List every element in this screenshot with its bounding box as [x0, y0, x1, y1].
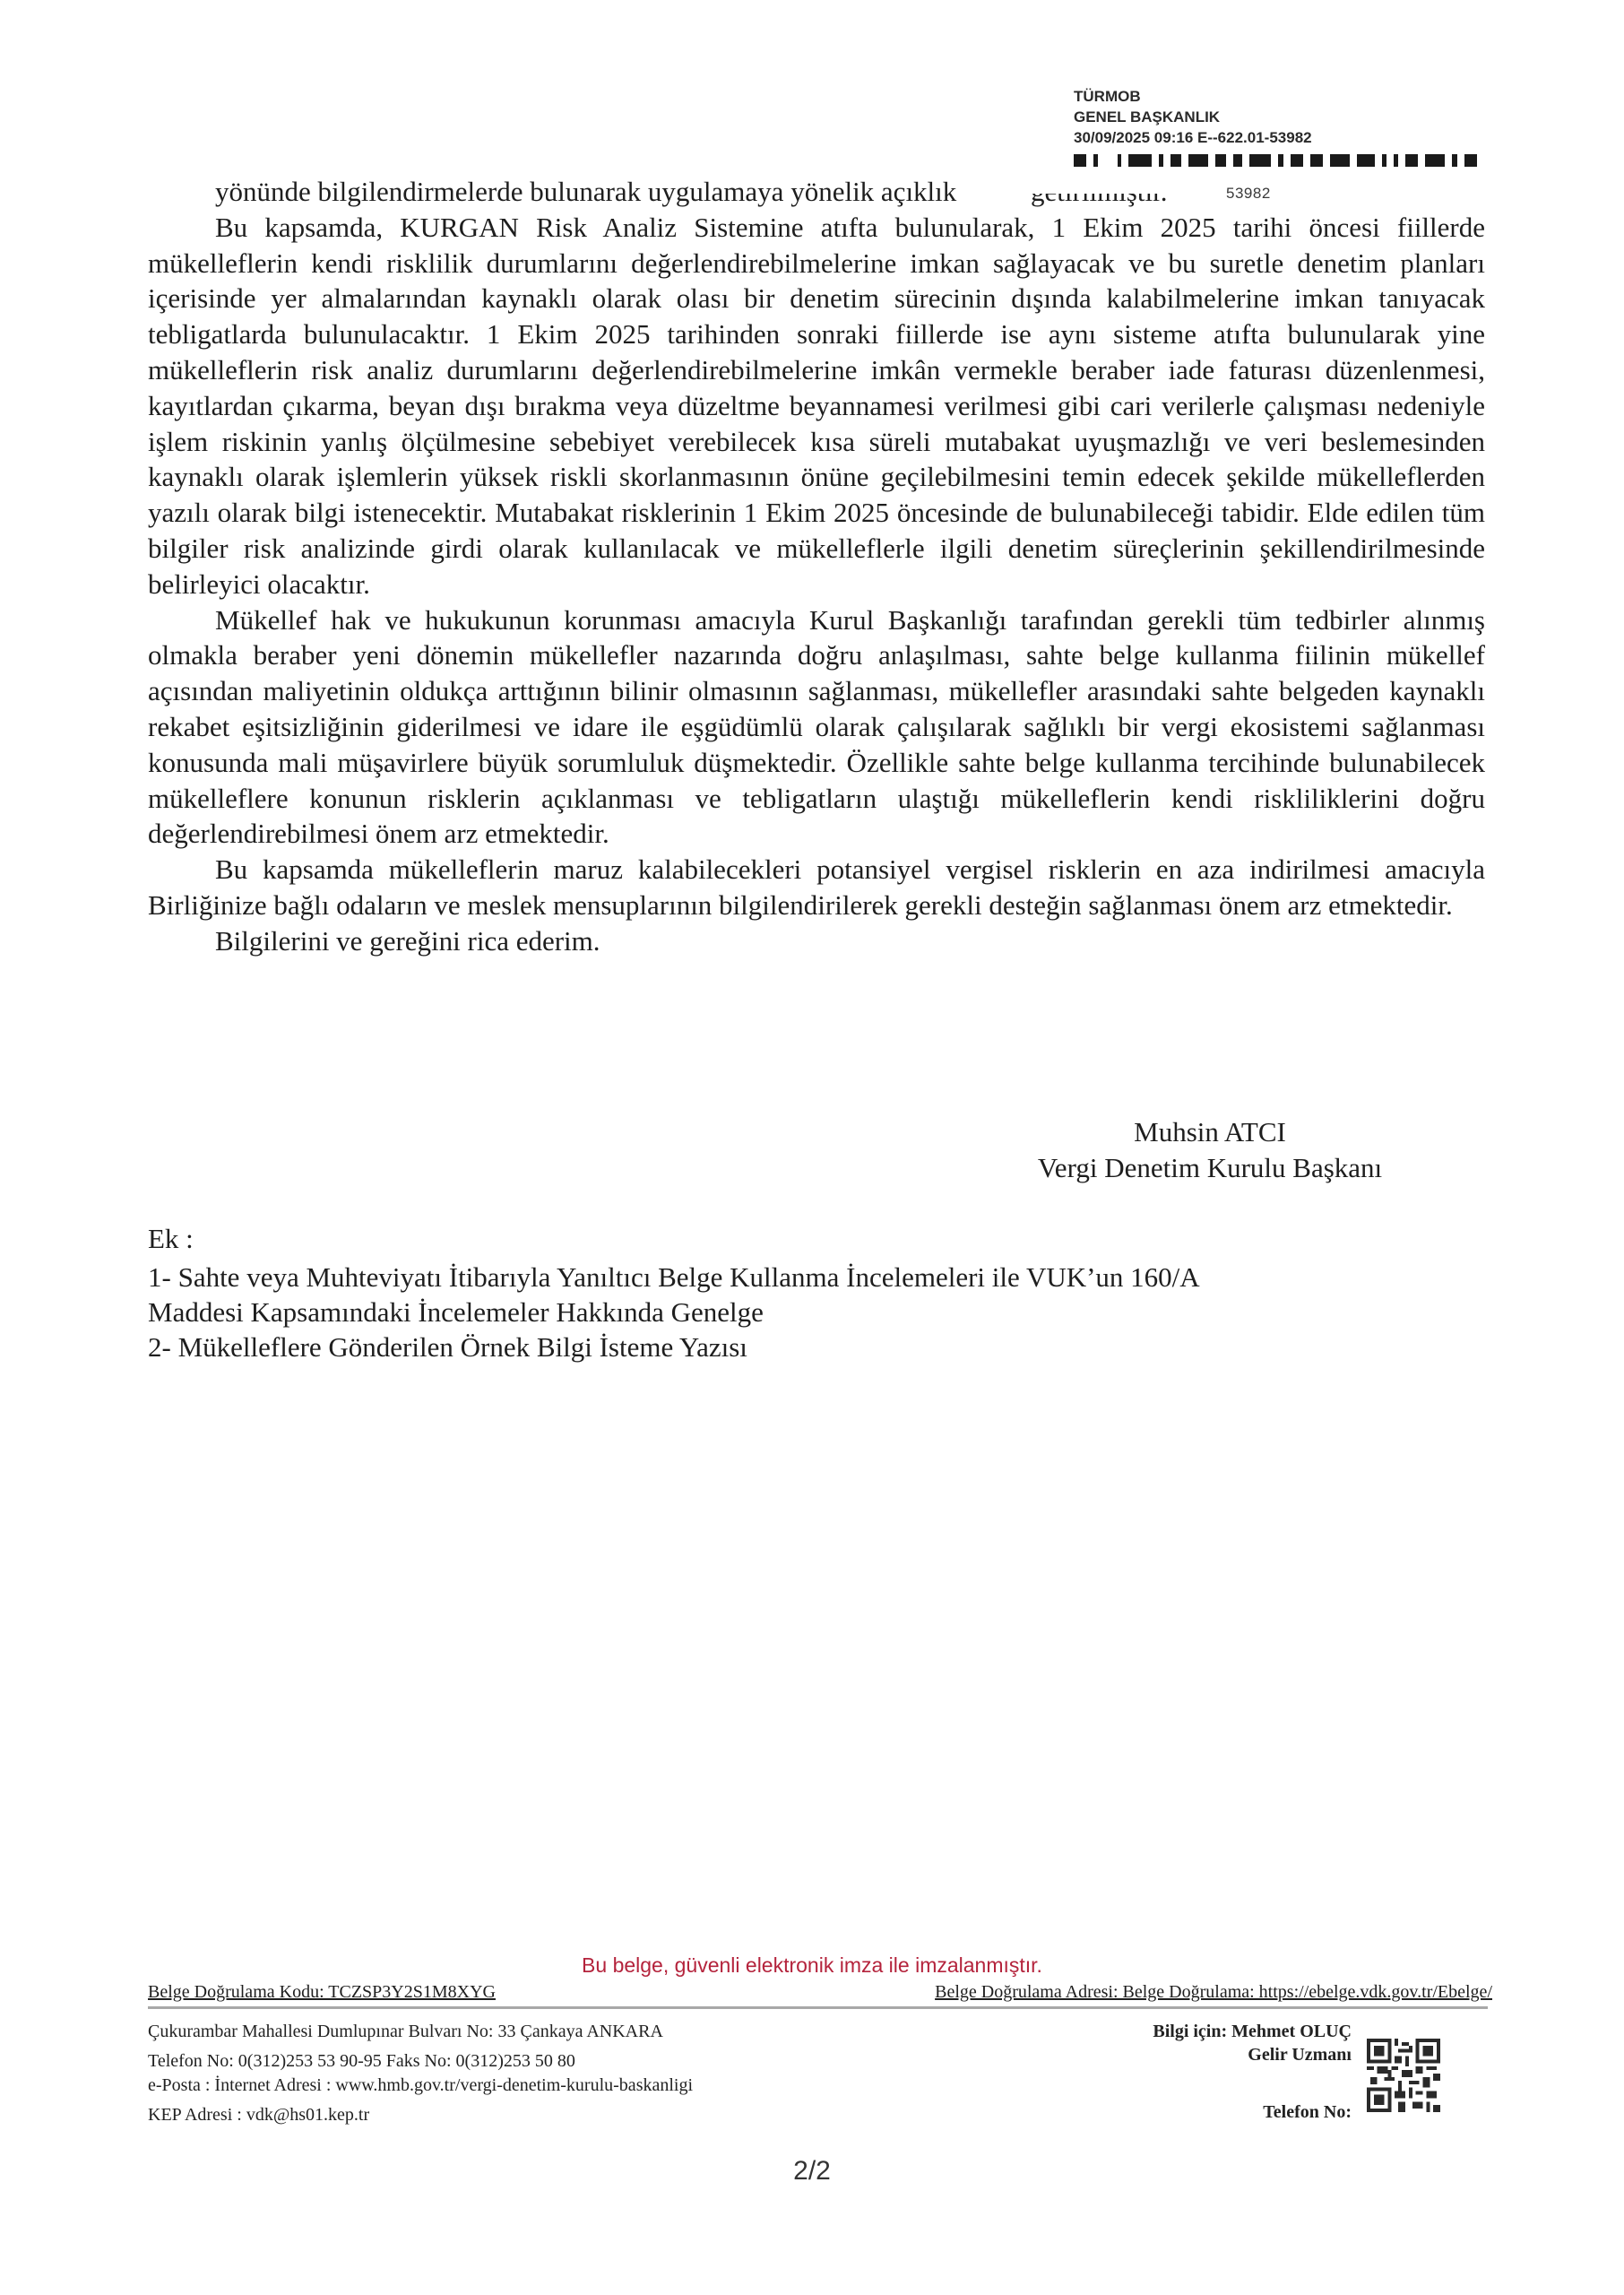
stamp-org: TÜRMOB: [1074, 88, 1141, 105]
stamp-unit: GENEL BAŞKANLIK: [1074, 108, 1221, 126]
contact-person: [1058, 2020, 1352, 2124]
paragraph-request: Bu kapsamda mükelleflerin maruz kalabilecekleri potansiyel vergisel risklerin en aza indirilmesi amacıyla Birliğinize bağlı odaların ve meslek mensuplarının bilgilendirilerek gerekli desteğin sağlanması önem arz etmektedir.: [148, 853, 1485, 921]
signatory-title: Vergi Denetim Kurulu Başkanı: [1037, 1152, 1383, 1183]
email-web: e-Posta : İnternet Adresi : www.hmb.gov.tr/vergi-denetim-kurulu-baskanligi: [148, 2075, 694, 2095]
attachment-item: 2- Mükelleflere Gönderilen Örnek Bilgi İsteme Yazısı: [148, 1331, 747, 1363]
kep-address: KEP Adresi : vdk@hs01.kep.tr: [148, 2105, 370, 2125]
institution-contact: [148, 2020, 865, 2127]
signature-block: [986, 1114, 1434, 1186]
qr-code-icon: [1367, 2039, 1440, 2112]
phone-fax: Telefon No: 0(312)253 53 90-95 Faks No: 0(312)253 50 80: [148, 2051, 575, 2071]
contact-phone-label: Telefon No:: [1263, 2102, 1352, 2122]
contact-person-name: Bilgi için: Mehmet OLUÇ: [1153, 2022, 1352, 2041]
paragraph-closing: Bilgilerini ve gereğini rica ederim.: [215, 924, 600, 957]
registry-stamp: [1074, 86, 1522, 202]
attachments-label: Ek :: [148, 1223, 194, 1254]
esignature-notice: Bu belge, güvenli elektronik imza ile imzalanmıştır.: [582, 1953, 1042, 1977]
address: Çukurambar Mahallesi Dumlupınar Bulvarı No: 33 Çankaya ANKARA: [148, 2022, 663, 2041]
verification-address-link[interactable]: Belge Doğrulama Adresi: Belge Doğrulama: https://ebelge.vdk.gov.tr/Ebelge/: [935, 1982, 1492, 2002]
attachments-list: [148, 1221, 1474, 1364]
page-number: 2/2: [793, 2156, 831, 2186]
paragraph-continued: yönünde bilgilendirmelerde bulunarak uygulamaya yönelik açıklık: [148, 174, 1485, 210]
stamp-obscured-word: [963, 174, 1167, 210]
barcode-number: 53982: [1226, 185, 1271, 202]
stamp-datetime-ref: 30/09/2025 09:16 E--622.01-53982: [1074, 129, 1312, 146]
barcode-icon: [1074, 153, 1522, 168]
signatory-name: Muhsin ATCI: [1134, 1116, 1286, 1148]
paragraph-kurgan: Bu kapsamda, KURGAN Risk Analiz Sistemine atıfta bulunularak, 1 Ekim 2025 tarihi öncesi fiillerde mükelleflerin kendi risklilik durumlarını değerlendirebilmelerine imkan sağlayacak ve bu suretle denetim planları içerisinde yer almalarından kaynaklı olarak olası bir denetim sürecinin dışında kalabilmelerine imkan tanıyacak tebligatlarda bulunulacaktır. 1 Ekim 2025 tarihinden sonraki fiillerde ise aynı sisteme atıfta bulunularak yine mükelleflerin risk analiz durumlarını değerlendirebilmelerine imkân vermekle beraber iade faturası düzenlenmesi, kayıtlardan çıkarma, beyan dışı bırakma veya düzeltme beyannamesi verilmesi gibi cari verilerle çalışması nedeniyle işlem riskinin yanlış ölçülmesine sebebiyet verebilecek kısa süreli mutabakat uyuşmazlığı ve veri beslemesinden kaynaklı olarak işlemlerin yüksek riskli skorlanmasının önüne geçilebilmesini temin edecek şekilde mükelleflerden yazılı olarak bilgi istenecektir. Mutabakat risklerinin 1 Ekim 2025 öncesinde de bulunabileceği tabidir. Elde edilen tüm bilgiler risk analizinde girdi olarak kullanılacak ve mükelleflerle ilgili denetim süreçlerinin şekillendirilmesinde belirleyici olacaktır.: [148, 211, 1485, 600]
verification-code: Belge Doğrulama Kodu: TCZSP3Y2S1M8XYG: [148, 1982, 496, 2002]
letter-body: [148, 174, 1485, 959]
paragraph-taxpayer-rights: Mükellef hak ve hukukunun korunması amacıyla Kurul Başkanlığı tarafından gerekli tüm tedbirler alınmış olmakla beraber yeni dönemin mükellefler nazarında doğru anlaşılması, sahte belge kullanma fiilinin mükellef açısından maliyetinin oldukça arttığının bilinir olmasının sağlanması, mükellefler arasındaki sahte belgeden kaynaklı rekabet eşitsizliğinin giderilmesi ve idare ile eşgüdümlü olarak çalışılarak sağlıklı bir vergi ekosistemi sağlanması konusunda mali müşavirlere büyük sorumluluk düşmektedir. Özellikle sahte belge kullanma tercihinde bulunabilecek mükelleflere konunun risklerin açıklanması ve tebligatların ulaştığı mükelleflerin kendi riskliliklerini doğru değerlendirebilmesi önem arz etmektedir.: [148, 603, 1485, 850]
attachment-item: Maddesi Kapsamındaki İncelemeler Hakkında Genelge: [148, 1296, 764, 1328]
footer-divider: [148, 2006, 1488, 2009]
verification-row: [148, 1982, 1492, 2009]
attachment-item: 1- Sahte veya Muhteviyatı İtibarıyla Yanıltıcı Belge Kullanma İncelemeleri ile VUK’un 160/A: [148, 1261, 1200, 1293]
contact-person-title: Gelir Uzmanı: [1248, 2045, 1352, 2065]
